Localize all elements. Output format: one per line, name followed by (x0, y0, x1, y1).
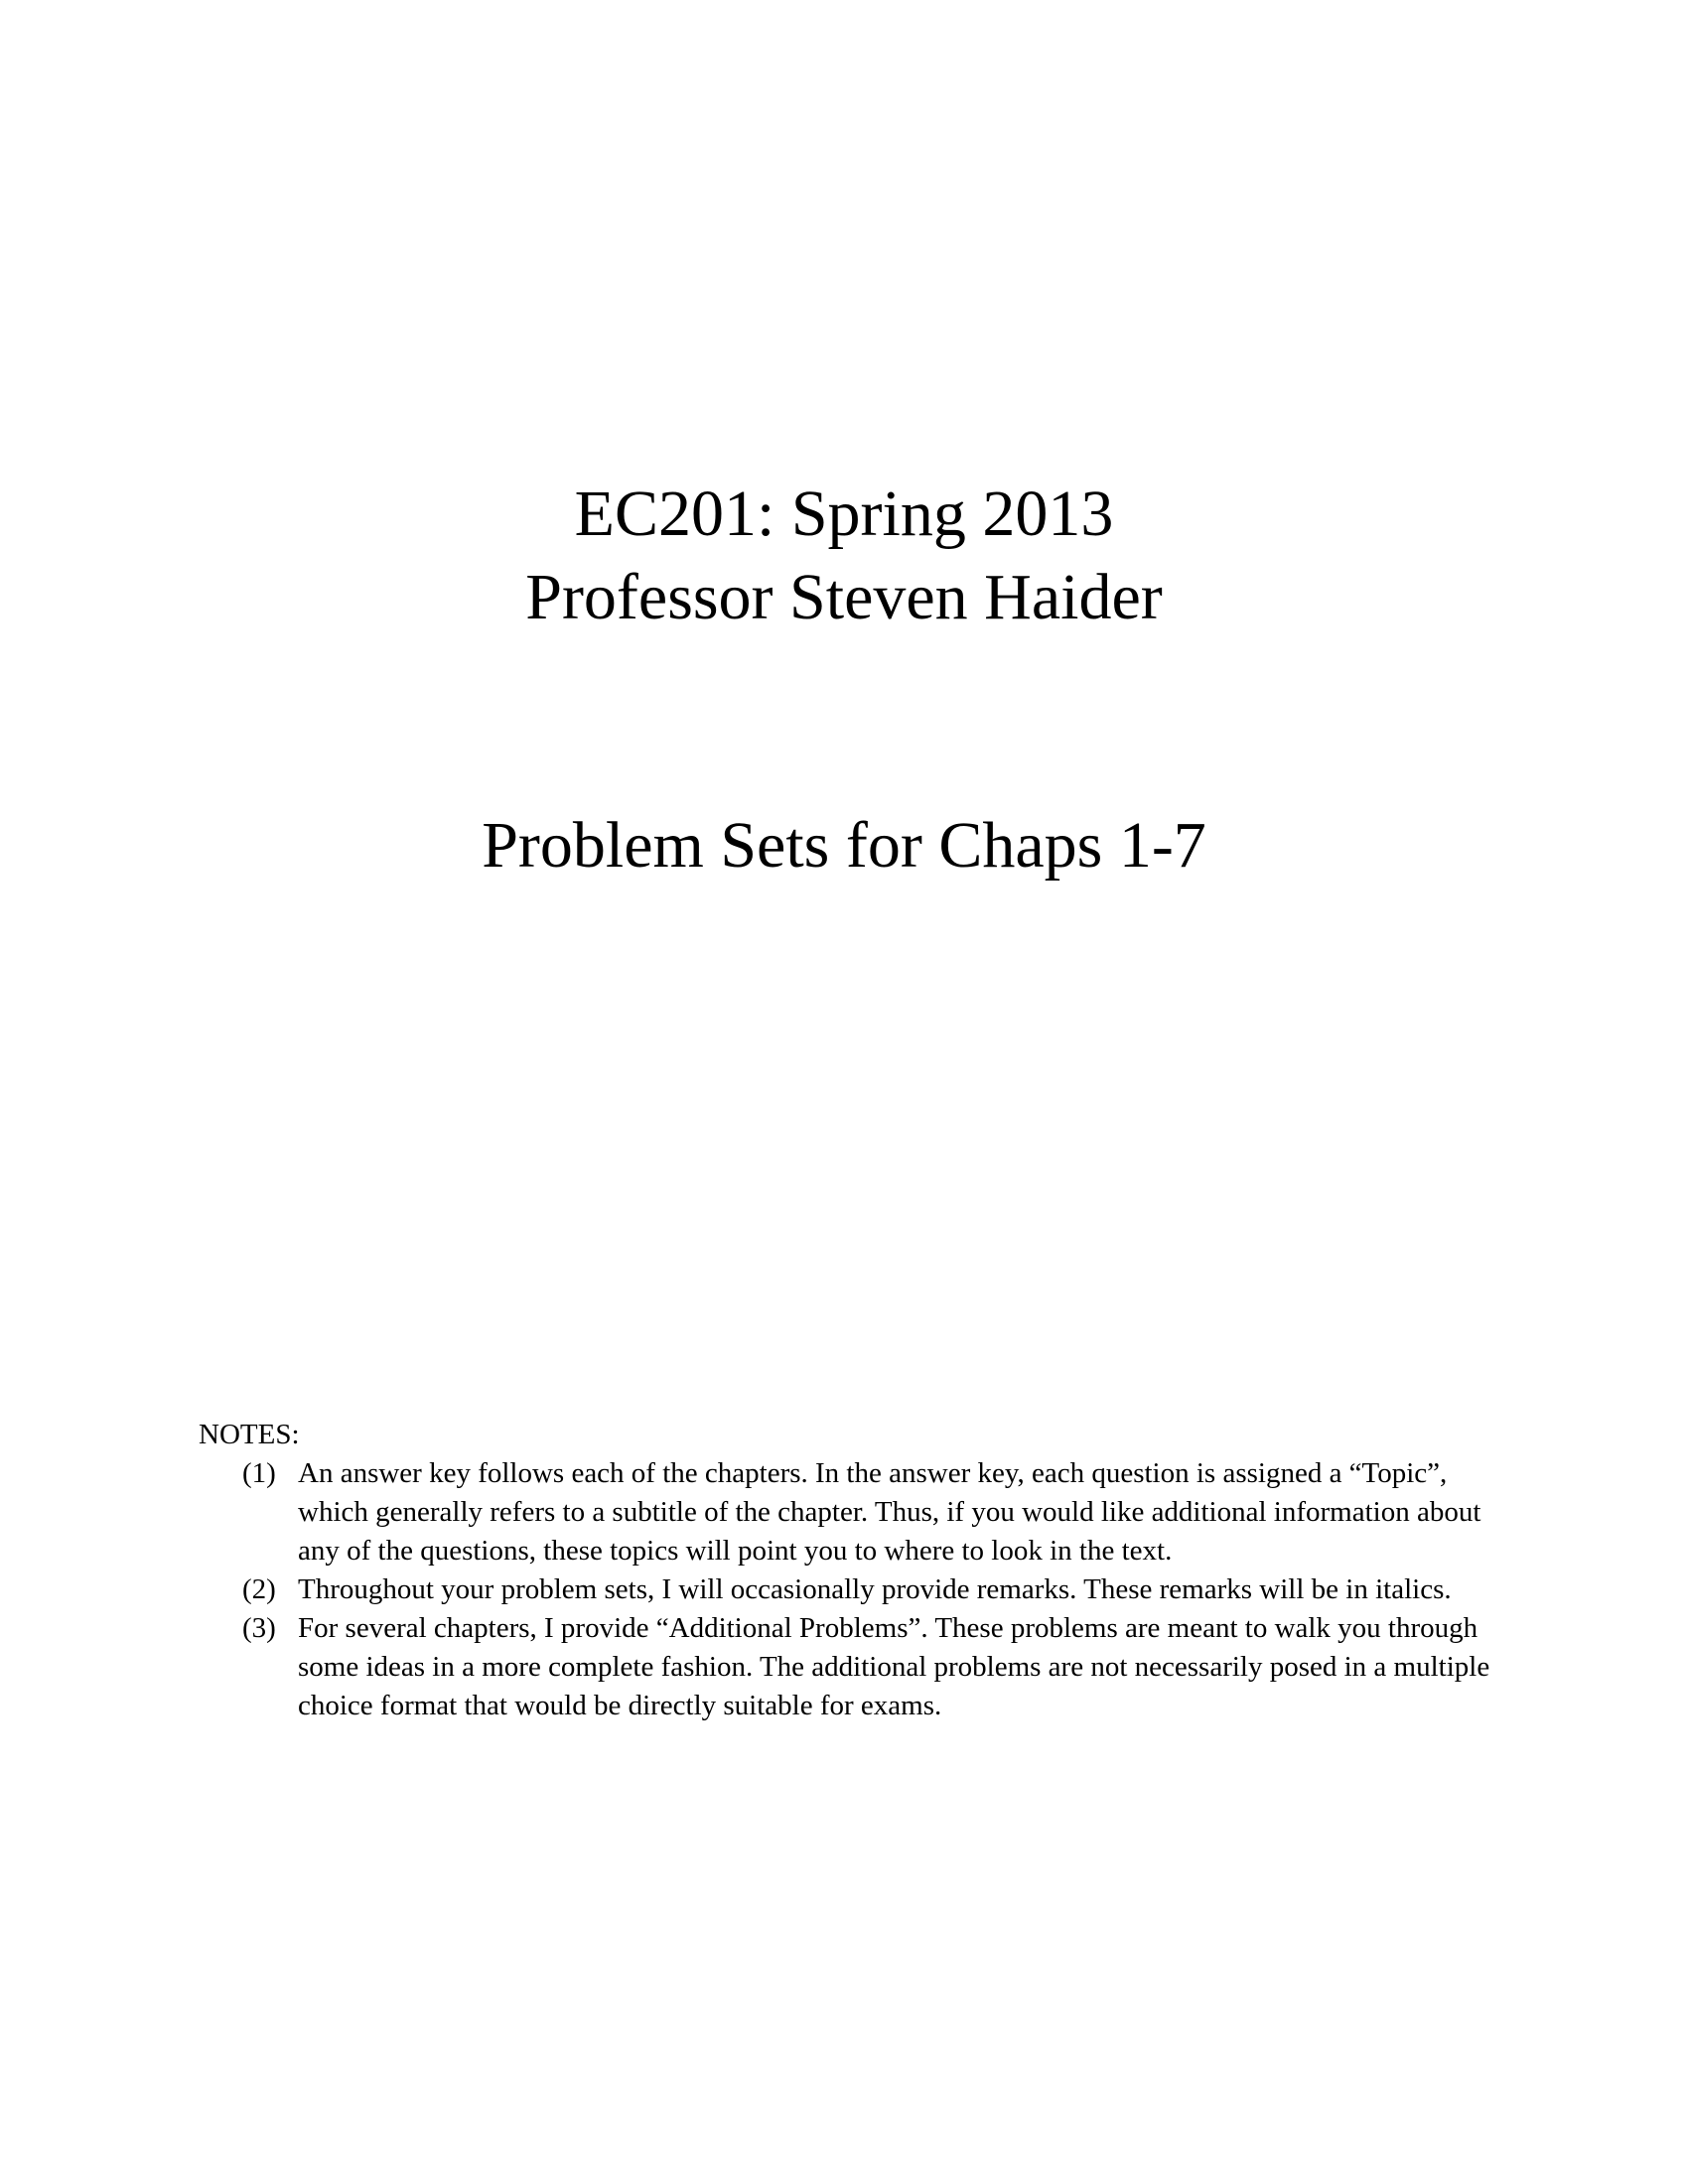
notes-list (199, 1454, 1499, 1725)
note-item (242, 1454, 1499, 1570)
note-item (242, 1570, 1499, 1609)
note-number: (1) (242, 1457, 276, 1489)
note-number: (3) (242, 1612, 276, 1644)
note-item (242, 1609, 1499, 1725)
notes-section (199, 1416, 1499, 1725)
document-subtitle: Problem Sets for Chaps 1-7 (482, 809, 1206, 882)
professor-name: Professor Steven Haider (525, 561, 1163, 633)
note-text: Throughout your problem sets, I will occasionally provide remarks. These remarks will be in italics. (298, 1573, 1452, 1605)
course-title: EC201: Spring 2013 (574, 478, 1114, 550)
note-text: An answer key follows each of the chapters. In the answer key, each question is assigned a “Topic”, which generally refers to a subtitle of the chapter. Thus, if you would like additional information about any of the questions, these topics will point you to where to look in the text. (298, 1457, 1481, 1567)
note-number: (2) (242, 1573, 276, 1605)
title-block (0, 473, 1688, 639)
subtitle-block (0, 804, 1688, 887)
notes-heading: NOTES: (199, 1419, 300, 1450)
note-text: For several chapters, I provide “Additional Problems”. These problems are meant to walk you through some ideas in a more complete fashion. The additional problems are not necessarily posed in a multiple choice format that would be directly suitable for exams. (298, 1612, 1490, 1721)
